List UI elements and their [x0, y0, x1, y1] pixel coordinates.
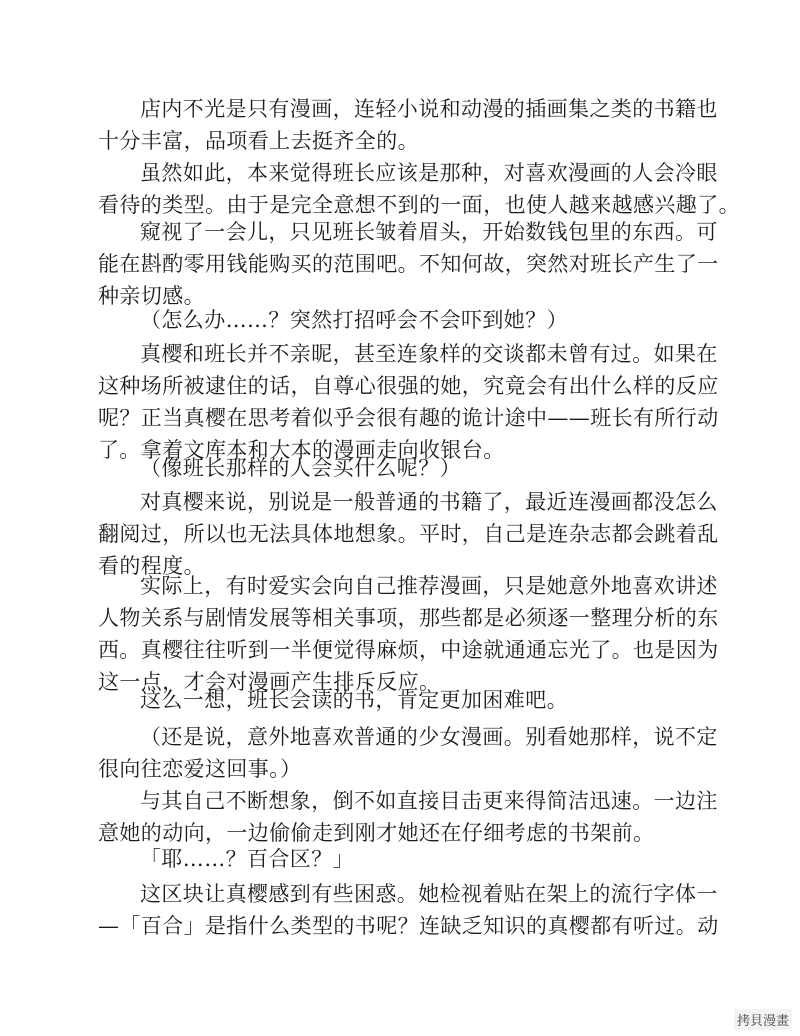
paragraph	[98, 721, 718, 785]
text-line: 能在斟酌零用钱能购买的范围吧。不知何故，突然对班长产生了一	[98, 252, 719, 276]
paragraph	[98, 338, 718, 466]
paragraph	[98, 785, 718, 849]
text-line: 与其自己不断想象，倒不如直接目击更来得简洁迅速。一边注	[140, 789, 718, 813]
watermark: 拷貝漫畫	[734, 1009, 792, 1030]
text-line: 翻阅过，所以也无法具体地想象。平时，自己是连杂志都会跳着乱	[98, 522, 719, 546]
text-line: 了。拿着文库本和大本的漫画走向收银台。	[98, 438, 505, 462]
text-line: 这么一想，班长会读的书，肯定更加困难吧。	[140, 688, 568, 712]
paragraph	[98, 878, 718, 942]
text-line: 这种场所被逮住的话，自尊心很强的她，究竟会有出什么样的反应	[98, 374, 719, 398]
text-line: 这一点，才会对漫画产生排斥反应。	[98, 670, 441, 694]
text-line: 店内不光是只有漫画，连轻小说和动漫的插画集之类的书籍也	[140, 97, 718, 121]
text-line: 很向往恋爱这回事。）	[98, 757, 302, 781]
paragraph	[98, 684, 718, 716]
text-line: 虽然如此，本来觉得班长应该是那种，对喜欢漫画的人会冷眼	[140, 161, 718, 185]
paragraph	[98, 452, 718, 484]
paragraph	[98, 486, 718, 582]
text-line: 「耶……？百合区？」	[140, 847, 354, 871]
paragraph	[98, 157, 740, 221]
paragraph	[98, 304, 718, 336]
text-line: 看的程度。	[98, 554, 205, 578]
text-line: （还是说，意外地喜欢普通的少女漫画。别看她那样，说不定	[140, 725, 718, 749]
text-line: （像班长那样的人会买什么呢？）	[140, 456, 461, 480]
text-line: 窥视了一会儿，只见班长皱着眉头，开始数钱包里的东西。可	[140, 220, 718, 244]
text-line: —「百合」是指什么类型的书呢？连缺乏知识的真樱都有听过。动	[98, 914, 719, 938]
text-line: 意她的动向，一边偷偷走到刚才她还在仔细考虑的书架前。	[98, 821, 655, 845]
text-line: 种亲切感。	[98, 284, 205, 308]
paragraph	[98, 843, 718, 875]
text-line: 实际上，有时爱实会向自己推荐漫画，只是她意外地喜欢讲述	[140, 574, 718, 598]
text-line: 呢？正当真樱在思考着似乎会很有趣的诡计途中——班长有所行动	[98, 406, 719, 430]
text-line: 看待的类型。由于是完全意想不到的一面，也使人越来越感兴趣了。	[98, 193, 740, 217]
text-line: 对真樱来说，别说是一般普通的书籍了，最近连漫画都没怎么	[140, 490, 718, 514]
paragraph	[98, 570, 718, 698]
paragraph	[98, 93, 718, 157]
text-line: 十分丰富，品项看上去挺齐全的。	[98, 129, 419, 153]
text-line: （怎么办……？突然打招呼会不会吓到她？）	[140, 308, 568, 332]
text-line: 这区块让真樱感到有些困惑。她检视着贴在架上的流行字体一	[140, 882, 718, 906]
text-line: 真樱和班长并不亲昵，甚至连象样的交谈都未曾有过。如果在	[140, 342, 718, 366]
paragraph	[98, 216, 718, 312]
text-line: 西。真樱往往听到一半便觉得麻烦，中途就通通忘光了。也是因为	[98, 638, 719, 662]
text-line: 人物关系与剧情发展等相关事项，那些都是必须逐一整理分析的东	[98, 606, 719, 630]
